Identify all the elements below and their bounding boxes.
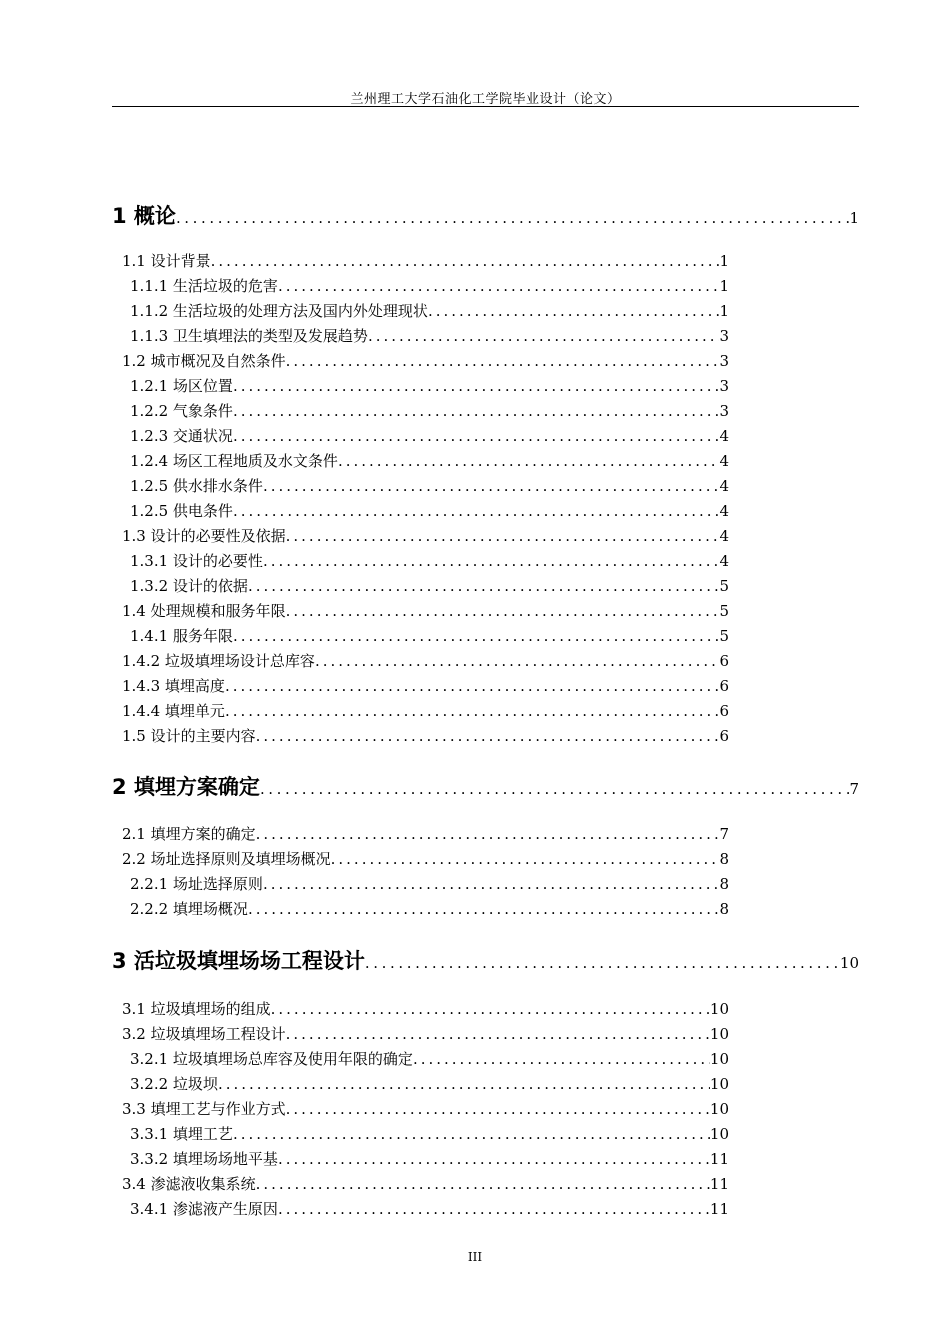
toc-entry bbox=[122, 700, 729, 724]
toc-entry-title: 1.2.1 场区位置 bbox=[130, 377, 233, 395]
dot-leader bbox=[286, 1025, 710, 1043]
toc-entry-page: 1 bbox=[719, 302, 729, 320]
toc-entry-page: 6 bbox=[719, 652, 729, 670]
toc-entry-title: 3.3 填埋工艺与作业方式 bbox=[122, 1100, 286, 1118]
toc-entry bbox=[130, 1198, 729, 1222]
dot-leader bbox=[248, 900, 720, 918]
toc-entry-page: 1 bbox=[849, 209, 859, 227]
dot-leader bbox=[256, 825, 720, 843]
dot-leader bbox=[263, 875, 720, 893]
dot-leader bbox=[176, 209, 850, 227]
toc-chapter-entry bbox=[112, 200, 859, 230]
toc-entry-page: 10 bbox=[709, 1050, 729, 1068]
toc-entry-page: 10 bbox=[709, 1100, 729, 1118]
toc-entry-page: 11 bbox=[709, 1150, 729, 1168]
dot-leader bbox=[256, 727, 720, 745]
toc-entry-title: 3.1 垃圾填埋场的组成 bbox=[122, 1000, 271, 1018]
toc-entry bbox=[130, 575, 729, 599]
toc-entry-page: 11 bbox=[709, 1175, 729, 1193]
page-number: III bbox=[467, 1250, 483, 1264]
toc-entry-title: 1.1.3 卫生填埋法的类型及发展趋势 bbox=[130, 327, 368, 345]
toc-entry-title: 1.4.2 垃圾填埋场设计总库容 bbox=[122, 652, 315, 670]
toc-entry-title: 1.2.5 供电条件 bbox=[130, 502, 233, 520]
toc-entry-title: 3 活垃圾填埋场场工程设计 bbox=[112, 949, 365, 973]
toc-entry-title: 1.2.5 供水排水条件 bbox=[130, 477, 263, 495]
toc-entry-page: 4 bbox=[719, 552, 729, 570]
dot-leader bbox=[211, 252, 720, 270]
toc-entry-title: 1.4.4 填埋单元 bbox=[122, 702, 225, 720]
toc-entry-page: 6 bbox=[719, 702, 729, 720]
toc-entry-title: 1.1.2 生活垃圾的处理方法及国内外处理现状 bbox=[130, 302, 428, 320]
toc-entry bbox=[122, 650, 729, 674]
toc-entry-page: 10 bbox=[709, 1000, 729, 1018]
toc-entry bbox=[122, 725, 729, 749]
toc-entry-page: 6 bbox=[719, 677, 729, 695]
toc-chapter-entry bbox=[112, 945, 859, 975]
dot-leader bbox=[286, 602, 720, 620]
toc-entry bbox=[122, 675, 729, 699]
toc-entry-title: 1.4.3 填埋高度 bbox=[122, 677, 225, 695]
toc-entry bbox=[122, 1173, 729, 1197]
dot-leader bbox=[248, 577, 720, 595]
dot-leader bbox=[233, 1125, 710, 1143]
toc-entry-title: 1.4.1 服务年限 bbox=[130, 627, 233, 645]
toc-entry bbox=[130, 1148, 729, 1172]
toc-entry-page: 5 bbox=[719, 602, 729, 620]
dot-leader bbox=[278, 277, 720, 295]
dot-leader bbox=[286, 527, 720, 545]
toc-entry-page: 3 bbox=[719, 402, 729, 420]
toc-entry-page: 1 bbox=[719, 252, 729, 270]
toc-entry bbox=[122, 998, 729, 1022]
toc-entry-page: 7 bbox=[849, 780, 859, 798]
dot-leader bbox=[225, 677, 720, 695]
toc-entry bbox=[130, 325, 729, 349]
toc-entry-title: 1.5 设计的主要内容 bbox=[122, 727, 256, 745]
toc-entry-page: 1 bbox=[719, 277, 729, 295]
toc-entry-title: 2.2.2 填埋场概况 bbox=[130, 900, 248, 918]
dot-leader bbox=[263, 552, 720, 570]
toc-entry bbox=[130, 375, 729, 399]
toc-entry-page: 4 bbox=[719, 452, 729, 470]
toc-entry bbox=[130, 550, 729, 574]
toc-entry-title: 1.1 设计背景 bbox=[122, 252, 211, 270]
toc-entry-title: 3.2 垃圾填埋场工程设计 bbox=[122, 1025, 286, 1043]
toc-entry-title: 2.1 填埋方案的确定 bbox=[122, 825, 256, 843]
toc-entry-title: 3.2.1 垃圾填埋场总库容及使用年限的确定 bbox=[130, 1050, 413, 1068]
toc-entry bbox=[130, 1073, 729, 1097]
toc-entry-page: 10 bbox=[709, 1075, 729, 1093]
page-header: 兰州理工大学石油化工学院毕业设计（论文） bbox=[350, 92, 621, 107]
toc-entry bbox=[122, 1098, 729, 1122]
toc-entry bbox=[122, 350, 729, 374]
toc-entry-title: 1 概论 bbox=[112, 204, 176, 228]
toc-entry-title: 1.3 设计的必要性及依据 bbox=[122, 527, 286, 545]
dot-leader bbox=[278, 1150, 710, 1168]
toc-entry bbox=[130, 450, 729, 474]
toc-entry-title: 2.2 场址选择原则及填埋场概况 bbox=[122, 850, 331, 868]
toc-entry-page: 10 bbox=[709, 1125, 729, 1143]
toc-entry bbox=[130, 275, 729, 299]
toc-entry-page: 4 bbox=[719, 502, 729, 520]
toc-entry bbox=[122, 525, 729, 549]
toc-entry bbox=[122, 250, 729, 274]
toc-entry-title: 1.2.4 场区工程地质及水文条件 bbox=[130, 452, 338, 470]
dot-leader bbox=[286, 1100, 710, 1118]
dot-leader bbox=[233, 627, 720, 645]
toc-entry-page: 11 bbox=[709, 1200, 729, 1218]
toc-entry-title: 1.2 城市概况及自然条件 bbox=[122, 352, 286, 370]
dot-leader bbox=[271, 1000, 710, 1018]
toc-entry-page: 3 bbox=[719, 377, 729, 395]
toc-entry-title: 1.2.3 交通状况 bbox=[130, 427, 233, 445]
toc-entry bbox=[122, 848, 729, 872]
toc-entry bbox=[130, 1123, 729, 1147]
toc-entry bbox=[130, 300, 729, 324]
dot-leader bbox=[225, 702, 720, 720]
toc-entry-title: 3.3.2 填埋场场地平基 bbox=[130, 1150, 278, 1168]
dot-leader bbox=[233, 502, 720, 520]
dot-leader bbox=[428, 302, 720, 320]
toc-entry-page: 8 bbox=[719, 850, 729, 868]
toc-chapter-entry bbox=[112, 771, 859, 801]
toc-entry bbox=[122, 600, 729, 624]
dot-leader bbox=[365, 954, 840, 972]
toc-entry-page: 4 bbox=[719, 477, 729, 495]
dot-leader bbox=[368, 327, 720, 345]
dot-leader bbox=[233, 377, 720, 395]
dot-leader bbox=[315, 652, 720, 670]
toc-entry-title: 3.3.1 填埋工艺 bbox=[130, 1125, 233, 1143]
toc-entry-title: 1.4 处理规模和服务年限 bbox=[122, 602, 286, 620]
toc-entry-title: 3.4 渗滤液收集系统 bbox=[122, 1175, 256, 1193]
toc-entry bbox=[130, 475, 729, 499]
toc-entry-title: 1.1.1 生活垃圾的危害 bbox=[130, 277, 278, 295]
toc-entry-page: 5 bbox=[719, 627, 729, 645]
dot-leader bbox=[331, 850, 720, 868]
toc-entry-page: 8 bbox=[719, 900, 729, 918]
toc-entry-title: 1.3.2 设计的依据 bbox=[130, 577, 248, 595]
toc-entry bbox=[122, 1023, 729, 1047]
toc-entry-page: 3 bbox=[719, 327, 729, 345]
toc-entry bbox=[130, 625, 729, 649]
dot-leader bbox=[278, 1200, 710, 1218]
toc-entry bbox=[130, 898, 729, 922]
toc-entry-title: 1.2.2 气象条件 bbox=[130, 402, 233, 420]
toc-entry bbox=[122, 823, 729, 847]
toc-entry bbox=[130, 500, 729, 524]
toc-entry-page: 7 bbox=[719, 825, 729, 843]
toc-entry-title: 2 填埋方案确定 bbox=[112, 775, 260, 799]
dot-leader bbox=[413, 1050, 710, 1068]
toc-entry bbox=[130, 400, 729, 424]
toc-entry-page: 4 bbox=[719, 527, 729, 545]
toc-entry-page: 6 bbox=[719, 727, 729, 745]
header-rule bbox=[112, 106, 859, 107]
toc-entry-page: 5 bbox=[719, 577, 729, 595]
toc-entry-page: 10 bbox=[839, 954, 859, 972]
toc-entry-title: 3.4.1 渗滤液产生原因 bbox=[130, 1200, 278, 1218]
toc-entry-title: 1.3.1 设计的必要性 bbox=[130, 552, 263, 570]
toc-entry-title: 3.2.2 垃圾坝 bbox=[130, 1075, 218, 1093]
toc-entry-page: 10 bbox=[709, 1025, 729, 1043]
dot-leader bbox=[260, 780, 850, 798]
toc-entry bbox=[130, 1048, 729, 1072]
dot-leader bbox=[263, 477, 720, 495]
dot-leader bbox=[338, 452, 720, 470]
toc-entry bbox=[130, 873, 729, 897]
dot-leader bbox=[233, 427, 720, 445]
dot-leader bbox=[286, 352, 720, 370]
dot-leader bbox=[233, 402, 720, 420]
dot-leader bbox=[256, 1175, 710, 1193]
toc-entry-page: 4 bbox=[719, 427, 729, 445]
dot-leader bbox=[218, 1075, 710, 1093]
toc-entry-title: 2.2.1 场址选择原则 bbox=[130, 875, 263, 893]
toc-entry-page: 3 bbox=[719, 352, 729, 370]
toc-entry-page: 8 bbox=[719, 875, 729, 893]
toc-entry bbox=[130, 425, 729, 449]
